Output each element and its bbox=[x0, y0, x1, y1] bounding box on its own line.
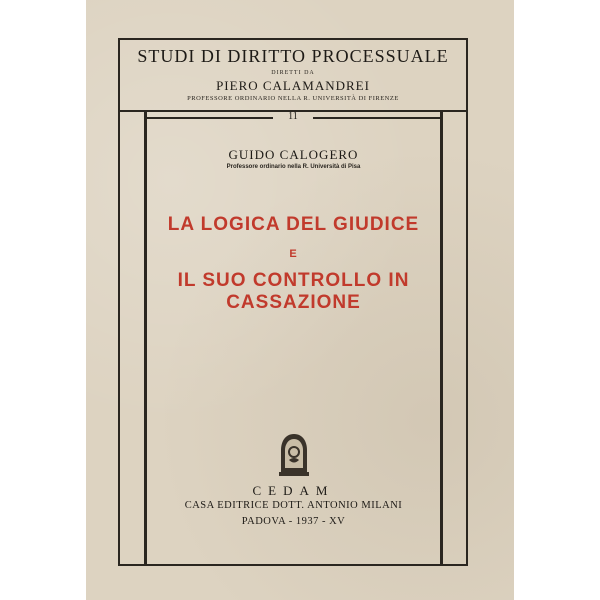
book-title-line-2: IL SUO CONTROLLO IN CASSAZIONE bbox=[177, 270, 410, 313]
volume-rule-left bbox=[147, 117, 273, 119]
publisher-house: CASA EDITRICE DOTT. ANTONIO MILANI bbox=[184, 500, 403, 511]
series-title: STUDI DI DIRITTO PROCESSUALE bbox=[137, 46, 449, 66]
volume-rule-right bbox=[313, 117, 440, 119]
volume-number: 11 bbox=[288, 111, 298, 122]
publisher-name: CEDAM bbox=[252, 483, 335, 498]
directors-caption: DIRETTI DA bbox=[271, 70, 315, 76]
inner-border-right bbox=[440, 112, 443, 566]
director-role: PROFESSORE ORDINARIO NELLA R. UNIVERSITÀ DI FIRENZE bbox=[187, 95, 399, 102]
publisher-logo-icon bbox=[277, 432, 311, 478]
publisher-place-year: PADOVA - 1937 - XV bbox=[241, 516, 346, 527]
book-title-line-1: LA LOGICA DEL GIUDICE bbox=[167, 214, 420, 235]
author-name: GUIDO CALOGERO bbox=[228, 147, 359, 162]
director-name: PIERO CALAMANDREI bbox=[216, 78, 370, 93]
author-role: Professore ordinario nella R. Università di Pisa bbox=[226, 164, 361, 170]
book-title-conjunction: E bbox=[289, 248, 298, 260]
